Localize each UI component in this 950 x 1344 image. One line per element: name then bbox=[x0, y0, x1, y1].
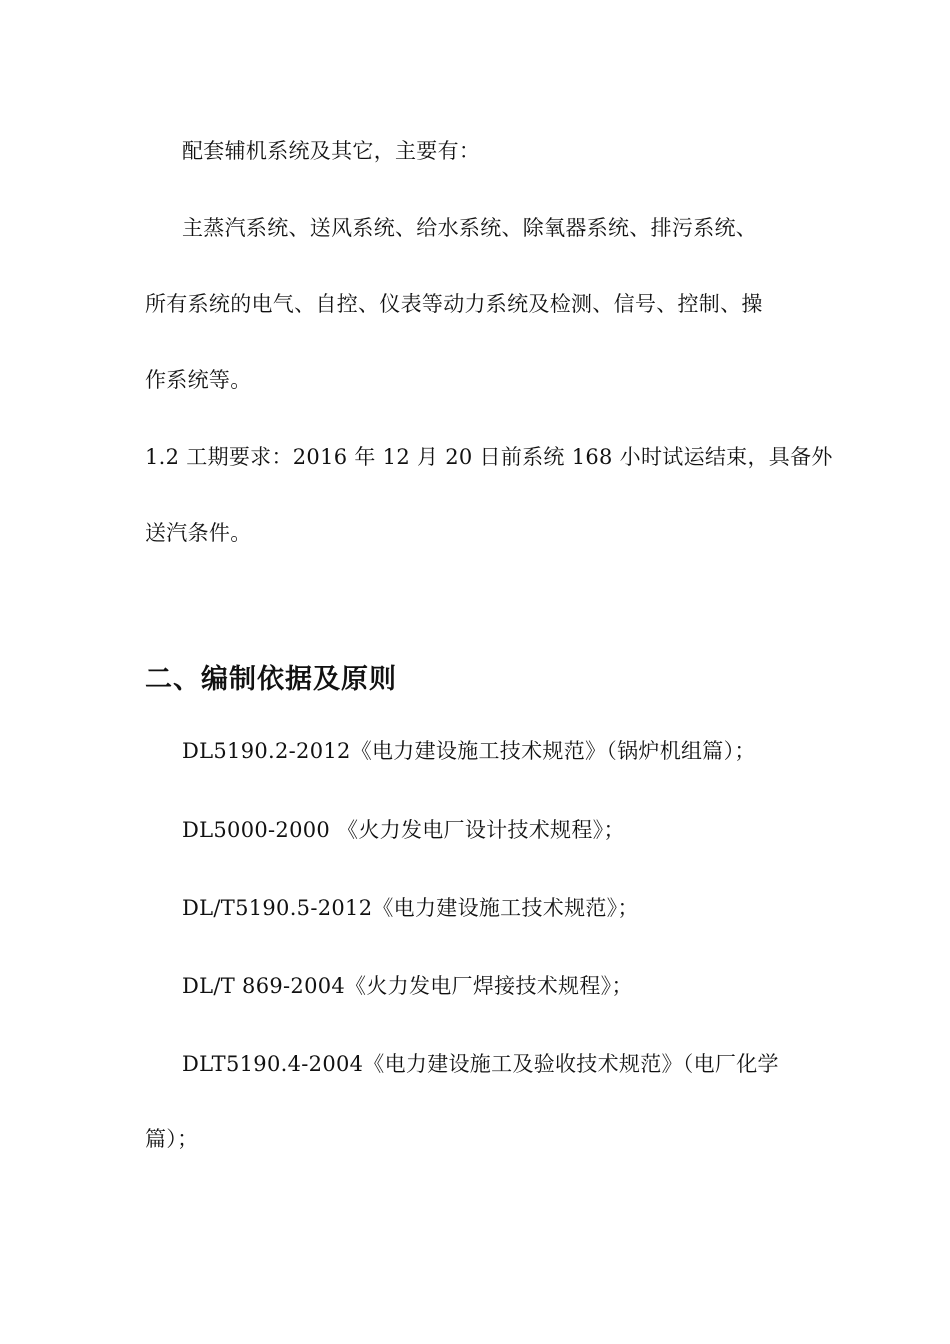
intro-line-3: 所有系统的电气、自控、仪表等动力系统及检测、信号、控制、操 bbox=[145, 292, 763, 316]
schedule-line-1: 1.2 工期要求：2016 年 12 月 20 日前系统 168 小时试运结束，具备外 bbox=[145, 445, 833, 469]
intro-line-4: 作系统等。 bbox=[145, 368, 252, 392]
intro-line-2: 主蒸汽系统、送风系统、给水系统、除氧器系统、排污系统、 bbox=[182, 216, 758, 240]
reference-item: DL5190.2-2012《电力建设施工技术规范》（锅炉机组篇）； bbox=[182, 739, 756, 763]
section-heading: 二、编制依据及原则 bbox=[145, 664, 397, 695]
reference-item-continuation: 篇）； bbox=[145, 1127, 199, 1151]
reference-item: DLT5190.4-2004《电力建设施工及验收技术规范》（电厂化学 bbox=[182, 1052, 779, 1076]
reference-item: DL/T 869-2004《火力发电厂焊接技术规程》； bbox=[182, 974, 633, 998]
schedule-line-2: 送汽条件。 bbox=[145, 521, 252, 545]
reference-item: DL5000-2000 《火力发电厂设计技术规程》； bbox=[182, 818, 625, 842]
reference-item: DL/T5190.5-2012《电力建设施工技术规范》； bbox=[182, 896, 639, 920]
intro-line-1: 配套辅机系统及其它，主要有： bbox=[182, 139, 481, 163]
